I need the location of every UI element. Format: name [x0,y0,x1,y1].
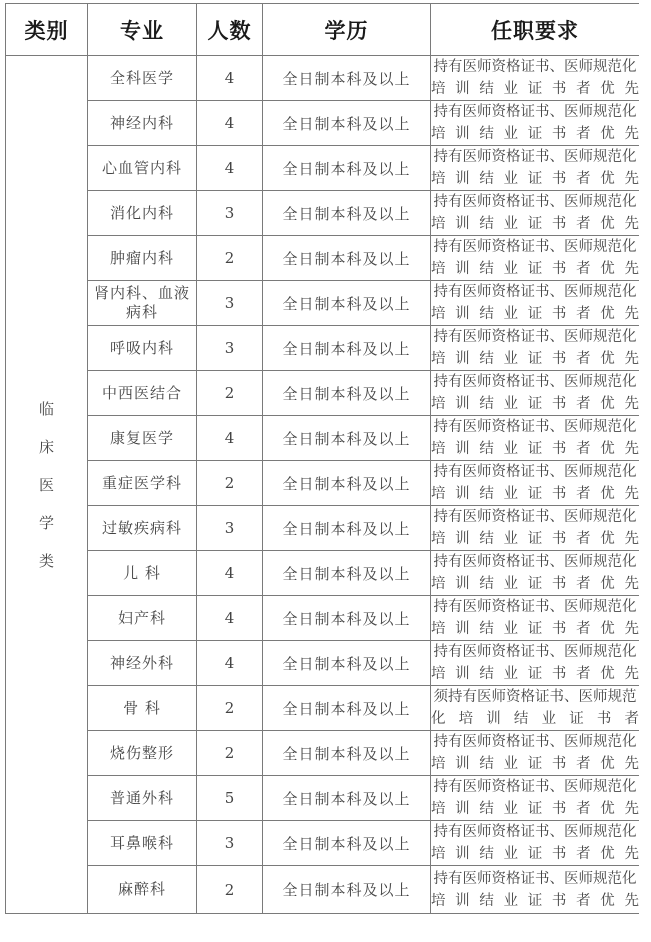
category-cell [6,56,88,914]
category-label: 临床医学类 [38,399,54,570]
count-cell: 4 [197,56,263,101]
header-category: 类别 [6,4,88,56]
requirement-cell: 持有医师资格证书、医师规范化培训结业证书者优先 [431,56,640,101]
education-cell: 全日制本科及以上 [263,506,431,551]
table-row [6,281,640,326]
requirement-cell: 须持有医师资格证书、医师规范化培训结业证书者 [431,686,640,731]
count-cell: 2 [197,371,263,416]
count-cell: 2 [197,686,263,731]
major-cell: 妇产科 [88,596,197,641]
table-row [6,191,640,236]
education-cell: 全日制本科及以上 [263,371,431,416]
requirement-cell: 持有医师资格证书、医师规范化培训结业证书者优先 [431,191,640,236]
header-education: 学历 [263,4,431,56]
count-cell: 4 [197,641,263,686]
major-cell: 耳鼻喉科 [88,821,197,866]
count-cell: 4 [197,596,263,641]
education-cell: 全日制本科及以上 [263,101,431,146]
table-row [6,461,640,506]
major-cell: 烧伤整形 [88,731,197,776]
header-count: 人数 [197,4,263,56]
requirement-cell: 持有医师资格证书、医师规范化培训结业证书者优先 [431,416,640,461]
education-cell: 全日制本科及以上 [263,326,431,371]
table-row [6,101,640,146]
education-cell: 全日制本科及以上 [263,596,431,641]
education-cell: 全日制本科及以上 [263,146,431,191]
major-cell: 神经外科 [88,641,197,686]
education-cell: 全日制本科及以上 [263,731,431,776]
requirement-cell: 持有医师资格证书、医师规范化培训结业证书者优先 [431,281,640,326]
count-cell: 3 [197,191,263,236]
major-cell: 中西医结合 [88,371,197,416]
requirement-cell: 持有医师资格证书、医师规范化培训结业证书者优先 [431,821,640,866]
education-cell: 全日制本科及以上 [263,776,431,821]
major-cell: 普通外科 [88,776,197,821]
recruitment-table-sheet [5,3,639,942]
education-cell: 全日制本科及以上 [263,551,431,596]
count-cell: 4 [197,416,263,461]
table-row [6,56,640,101]
count-cell: 3 [197,506,263,551]
table-body [6,56,640,914]
count-cell: 4 [197,101,263,146]
education-cell: 全日制本科及以上 [263,461,431,506]
major-cell: 呼吸内科 [88,326,197,371]
requirement-cell: 持有医师资格证书、医师规范化培训结业证书者优先 [431,551,640,596]
major-cell: 肿瘤内科 [88,236,197,281]
table-row [6,866,640,914]
count-cell: 2 [197,236,263,281]
education-cell: 全日制本科及以上 [263,56,431,101]
major-cell: 全科医学 [88,56,197,101]
table-row [6,641,640,686]
table-row [6,596,640,641]
education-cell: 全日制本科及以上 [263,821,431,866]
table-header-row [6,4,640,56]
major-cell: 儿 科 [88,551,197,596]
requirement-cell: 持有医师资格证书、医师规范化培训结业证书者优先 [431,506,640,551]
count-cell: 2 [197,461,263,506]
count-cell: 2 [197,866,263,914]
header-major: 专业 [88,4,197,56]
major-cell: 过敏疾病科 [88,506,197,551]
major-cell: 重症医学科 [88,461,197,506]
education-cell: 全日制本科及以上 [263,686,431,731]
major-cell: 麻醉科 [88,866,197,914]
requirement-cell: 持有医师资格证书、医师规范化培训结业证书者优先 [431,101,640,146]
requirement-cell: 持有医师资格证书、医师规范化培训结业证书者优先 [431,146,640,191]
count-cell: 2 [197,731,263,776]
major-cell: 骨 科 [88,686,197,731]
table-row [6,371,640,416]
table-row [6,776,640,821]
requirement-cell: 持有医师资格证书、医师规范化培训结业证书者优先 [431,371,640,416]
education-cell: 全日制本科及以上 [263,191,431,236]
major-cell: 心血管内科 [88,146,197,191]
recruitment-table [5,3,639,914]
requirement-cell: 持有医师资格证书、医师规范化培训结业证书者优先 [431,866,640,914]
education-cell: 全日制本科及以上 [263,416,431,461]
count-cell: 5 [197,776,263,821]
count-cell: 4 [197,146,263,191]
requirement-cell: 持有医师资格证书、医师规范化培训结业证书者优先 [431,641,640,686]
table-row [6,326,640,371]
education-cell: 全日制本科及以上 [263,866,431,914]
requirement-cell: 持有医师资格证书、医师规范化培训结业证书者优先 [431,326,640,371]
table-row [6,821,640,866]
table-row [6,506,640,551]
requirement-cell: 持有医师资格证书、医师规范化培训结业证书者优先 [431,731,640,776]
table-row [6,146,640,191]
education-cell: 全日制本科及以上 [263,236,431,281]
table-row [6,551,640,596]
education-cell: 全日制本科及以上 [263,641,431,686]
count-cell: 3 [197,281,263,326]
table-row [6,686,640,731]
major-cell: 康复医学 [88,416,197,461]
header-requirements: 任职要求 [431,4,640,56]
major-cell: 神经内科 [88,101,197,146]
table-row [6,416,640,461]
requirement-cell: 持有医师资格证书、医师规范化培训结业证书者优先 [431,596,640,641]
major-cell: 消化内科 [88,191,197,236]
requirement-cell: 持有医师资格证书、医师规范化培训结业证书者优先 [431,776,640,821]
count-cell: 3 [197,821,263,866]
requirement-cell: 持有医师资格证书、医师规范化培训结业证书者优先 [431,461,640,506]
requirement-cell: 持有医师资格证书、医师规范化培训结业证书者优先 [431,236,640,281]
count-cell: 4 [197,551,263,596]
count-cell: 3 [197,326,263,371]
major-cell: 肾内科、血液病科 [88,281,197,326]
table-row [6,236,640,281]
table-row [6,731,640,776]
education-cell: 全日制本科及以上 [263,281,431,326]
